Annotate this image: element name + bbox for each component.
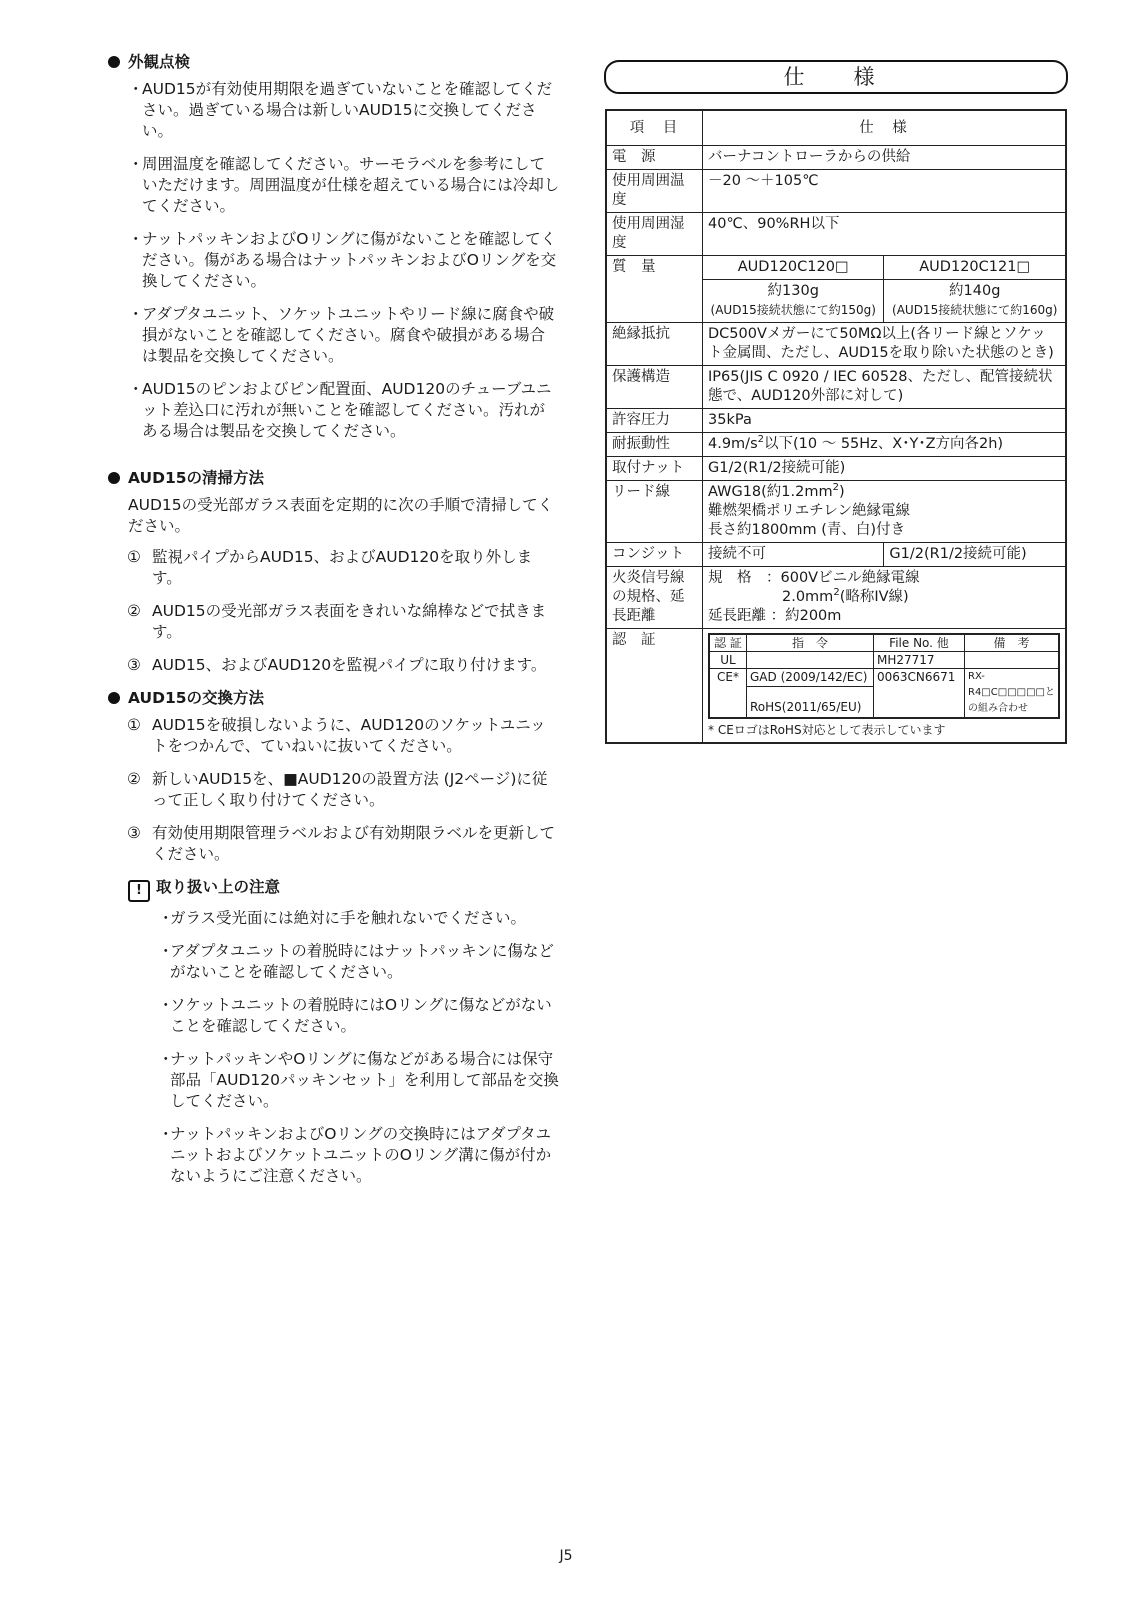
table-row: 認 証 認 証 指 令 File No. 他 備 考 UL MH27717 CE* GAD (2009/142/EC) 0063CN6671 RX-R4□C□□□□□との組み合わせ RoHS(2011/65/EU) * CEロゴはRoHS対応として表示しています [606, 629, 1066, 744]
replacement-heading: AUD15の交換方法 [108, 688, 560, 709]
bullet-dot-icon [108, 692, 120, 704]
table-row: 約130g (AUD15接続状態にて約150g) 約140g (AUD15接続状態にて約160g) [606, 280, 1066, 323]
table-header: 認 証 指 令 File No. 他 備 考 [709, 634, 1059, 652]
list-item: ・ 周囲温度を確認してください。サーモラベルを参考にしていただけます。周囲温度が仕様を超えている場合には冷却してください。 [128, 155, 560, 215]
list-item: ① AUD15を破損しないように、AUD120のソケットユニットをつかんで、ていねいに抜いてください。 [127, 716, 546, 755]
table-row: 保護構造 IP65(JIS C 0920 / IEC 60528、ただし、配管接続状態で、AUD120外部に対して) [606, 366, 1066, 409]
table-row: 耐振動性 $4.9m/s^2$以下(10 ～ 55Hz、X･Y･Z方向各2h) [606, 433, 1066, 457]
list-item: ③ AUD15、およびAUD120を監視パイプに取り付けます。 [127, 656, 547, 674]
list-item: ・ ナットパッキンおよびOリングの交換時にはアダプタユニットおよびソケットユニットのOリング溝に傷が付かないようにご注意ください。 [158, 1125, 552, 1185]
table-row: 許容圧力 35kPa [606, 409, 1066, 433]
list-item: ・ アダプタユニット、ソケットユニットやリード線に腐食や破損がないことを確認してください。腐食や破損がある場合は製品を交換してください。 [128, 305, 555, 365]
list-item: ・ ガラス受光面には絶対に手を触れないでください。 [158, 909, 527, 927]
spec-title: 仕 様 [604, 60, 1068, 94]
list-item: ① 監視パイプからAUD15、およびAUD120を取り外します。 [127, 548, 533, 587]
list-item: ・ AUD15のピンおよびピン配置面、AUD120のチューブユニット差込口に汚れが無いことを確認してください。汚れがある場合は製品を交換してください。 [128, 380, 552, 440]
caution-heading: ! 取り扱い上の注意 [128, 877, 560, 902]
table-row: 質 量 AUD120C120□ AUD120C121□ [606, 256, 1066, 280]
table-row: 使用周囲温度 －20 ～＋105℃ [606, 170, 1066, 213]
header-spec: 仕 様 [703, 110, 1067, 146]
list-item: ・ AUD15が有効使用期限を過ぎていないことを確認してください。過ぎている場合は新しいAUD15に交換してください。 [128, 80, 553, 140]
certification-table [708, 633, 1060, 719]
table-row: 使用周囲湿度 40℃、90%RH以下 [606, 213, 1066, 256]
table-row: 火炎信号線の規格、延長距離 規 格 ：600Vビニル絶縁電線 $2.0mm^2$(略称IV線) 延長距離 ：約200m [606, 567, 1066, 629]
warning-icon: ! [128, 880, 150, 902]
table-row: RoHS(2011/65/EU) [709, 687, 1059, 718]
bullet-dot-icon [108, 472, 120, 484]
table-row: UL MH27717 [709, 652, 1059, 669]
table-row: コンジット 接続不可 G1/2(R1/2接続可能) [606, 543, 1066, 567]
table-row: 絶縁抵抗 DC500Vメガーにて50MΩ以上(各リード線とソケット金属間、ただし、AUD15を取り除いた状態のとき) [606, 323, 1066, 366]
page-number: J5 [559, 1548, 573, 1564]
list-item: ・ ナットパッキンやOリングに傷などがある場合には保守部品「AUD120パッキンセット」を利用して部品を交換してください。 [158, 1050, 559, 1110]
list-item: ② 新しいAUD15を、■AUD120の設置方法 (J2ページ)に従って正しく取り付けてください。 [127, 770, 548, 809]
left-column [108, 52, 560, 1199]
cleaning-intro: AUD15の受光部ガラス表面を定期的に次の手順で清掃してください。 [128, 496, 554, 535]
table-row: 取付ナット G1/2(R1/2接続可能) [606, 457, 1066, 481]
list-item: ・ ソケットユニットの着脱時にはOリングに傷などがないことを確認してください。 [158, 996, 552, 1035]
list-item: ② AUD15の受光部ガラス表面をきれいな綿棒などで拭きます。 [127, 602, 547, 641]
inspection-heading: 外観点検 [108, 52, 560, 73]
table-row: CE* GAD (2009/142/EC) 0063CN6671 RX-R4□C□□□□□との組み合わせ [709, 669, 1059, 687]
list-item: ③ 有効使用期限管理ラベルおよび有効期限ラベルを更新してください。 [127, 824, 556, 863]
table-header [606, 110, 1066, 146]
spec-table [605, 109, 1067, 744]
cert-note: * CEロゴはRoHS対応として表示しています [708, 723, 946, 737]
list-item: ・ ナットパッキンおよびOリングに傷がないことを確認してください。傷がある場合はナットパッキンおよびOリングを交換してください。 [128, 230, 557, 290]
bullet-dot-icon [108, 56, 120, 68]
table-row: 電 源 バーナコントローラからの供給 [606, 146, 1066, 170]
list-item: ・ アダプタユニットの着脱時にはナットパッキンに傷などがないことを確認してください。 [158, 942, 554, 981]
header-item: 項 目 [606, 110, 703, 146]
cleaning-heading: AUD15の清掃方法 [108, 468, 560, 489]
table-row: リード線 AWG18(約$1.2mm^2$) 難燃架橋ポリエチレン絶縁電線 長さ約1800mm (青、白)付き [606, 481, 1066, 543]
